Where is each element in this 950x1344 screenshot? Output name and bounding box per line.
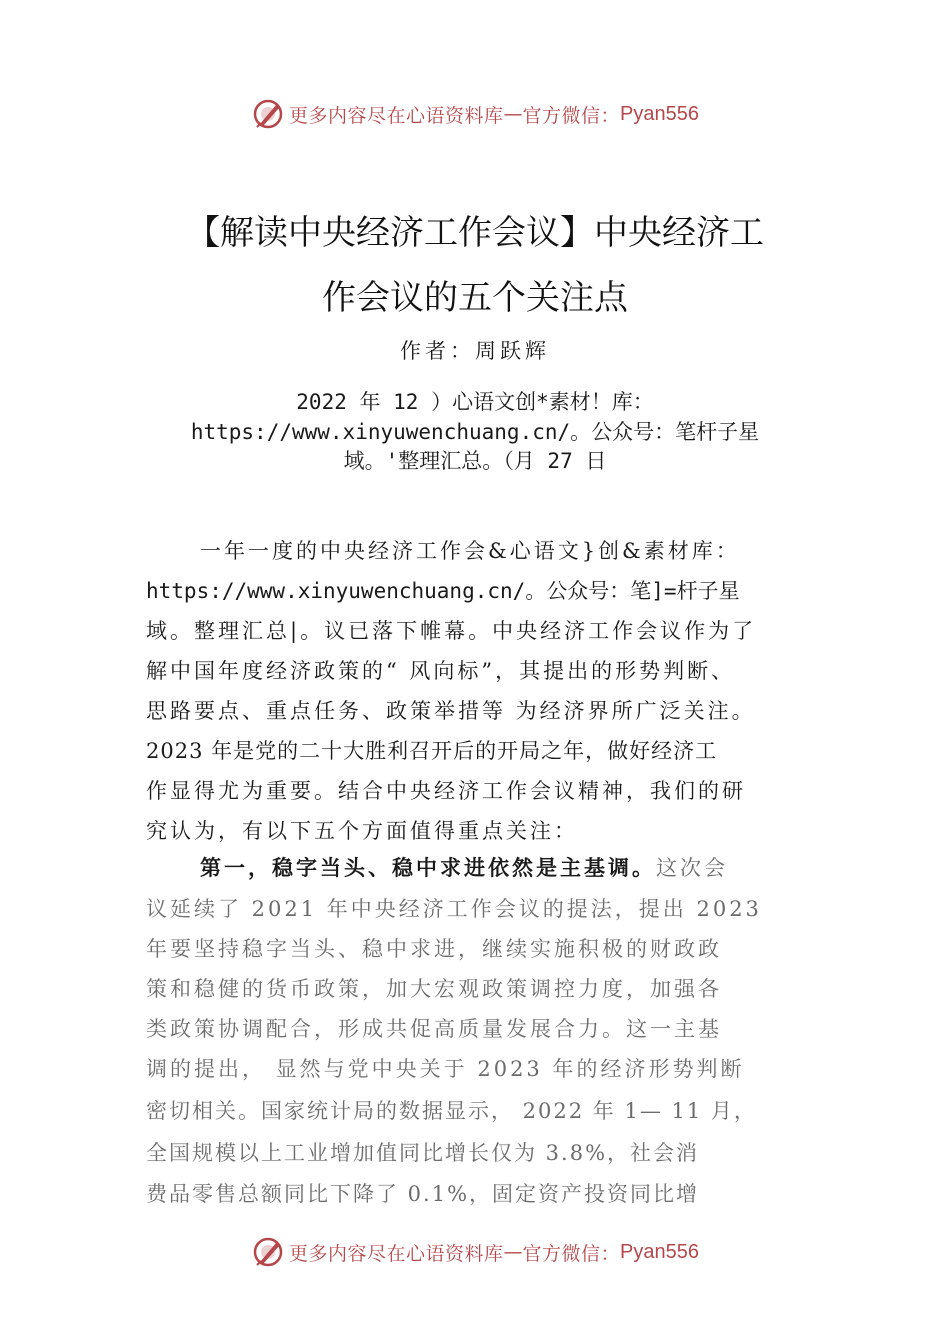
banner-wechat-id: Pyan556 bbox=[620, 102, 699, 125]
banner-text: 更多内容尽在心语资料库 bbox=[289, 104, 504, 127]
section-1-line-4: 类政策协调配合，形成共促高质量发展合力。这一主基 bbox=[146, 1017, 722, 1041]
section-1-line-5: 调的提出， 显然与党中央关于 2023 年的经济形势判断 bbox=[146, 1057, 745, 1081]
banner-wechat-label: 官方微信： bbox=[522, 104, 621, 127]
section-1-first-tail: 这次会 bbox=[656, 856, 728, 880]
intro-line-3: 域。整理汇总|。议已落下帷幕。中央经济工作会议作为了 bbox=[146, 619, 757, 643]
dateline-1: 2022 年 12 ）心语文创*素材！库： bbox=[296, 390, 654, 414]
banner-dash: — bbox=[503, 103, 523, 125]
section-1-line-2: 年要坚持稳字当头、稳中求进，继续实施积极的财政政 bbox=[146, 937, 722, 961]
section-1-line-1: 议延续了 2021 年中央经济工作会议的提法，提出 2023 bbox=[146, 897, 762, 921]
section-1-first-line bbox=[200, 852, 806, 882]
footer-watermark-banner bbox=[0, 1232, 950, 1272]
intro-line-5: 思路要点、重点任务、政策举措等 为经济界所广泛关注。 bbox=[146, 699, 756, 723]
document-title-line-1: 【解读中央经济工作会议】中央经济工 bbox=[186, 213, 764, 253]
intro-line-2: https://www.xinyuwenchuang.cn/。公众号：笔]=杆子星 bbox=[146, 579, 740, 603]
intro-line-7: 作显得尤为重要。结合中央经济工作会议精神，我们的研 bbox=[146, 779, 746, 803]
pen-seal-logo-icon bbox=[251, 1235, 285, 1269]
pen-seal-logo-icon bbox=[251, 97, 285, 131]
banner-wechat-label: 官方微信： bbox=[522, 1242, 621, 1265]
intro-line-1: 一年一度的中央经济工作会&心语文}创&素材库： bbox=[200, 539, 740, 563]
section-1-line-3: 策和稳健的货币政策，加大宏观政策调控力度，加强各 bbox=[146, 977, 722, 1001]
section-1-heading: 第一，稳字当头、稳中求进依然是主基调。 bbox=[200, 856, 656, 880]
dateline-2: https://www.xinyuwenchuang.cn/。公众号：笔杆子星 bbox=[190, 420, 760, 444]
section-1-line-6: 密切相关。国家统计局的数据显示， 2022 年 1— 11 月， bbox=[146, 1099, 757, 1123]
intro-line-4: 解中国年度经济政策的“ 风向标”，其提出的形势判断、 bbox=[146, 659, 736, 683]
banner-dash: — bbox=[503, 1241, 523, 1263]
banner-wechat-id: Pyan556 bbox=[620, 1240, 699, 1263]
section-1-line-8: 费品零售总额同比下降了 0.1%，固定资产投资同比增 bbox=[146, 1182, 700, 1206]
banner-text: 更多内容尽在心语资料库 bbox=[289, 1242, 504, 1265]
intro-line-8: 究认为，有以下五个方面值得重点关注： bbox=[146, 819, 578, 843]
header-watermark-banner bbox=[0, 94, 950, 134]
document-title-line-2: 作会议的五个关注点 bbox=[322, 278, 628, 318]
dateline-3: 域。'整理汇总。（月 27 日 bbox=[343, 449, 607, 473]
author-line: 作者：周跃辉 bbox=[400, 339, 550, 363]
section-1-line-7: 全国规模以上工业增加值同比增长仅为 3.8%，社会消 bbox=[146, 1141, 700, 1165]
intro-line-6: 2023 年是党的二十大胜利召开后的开局之年，做好经济工 bbox=[146, 739, 718, 763]
